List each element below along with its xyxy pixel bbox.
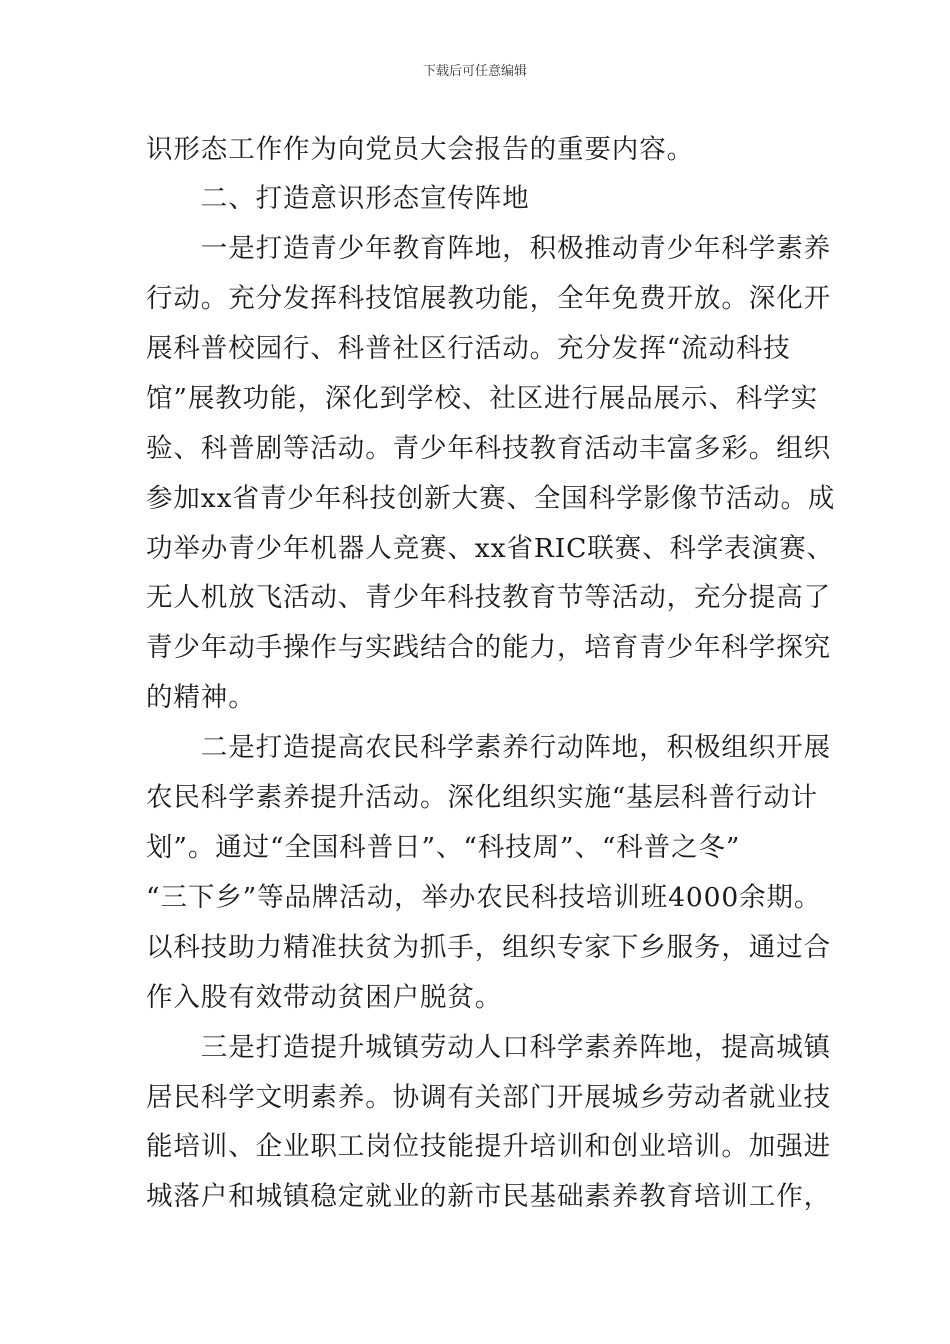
text-line: 作入股有效带动贫困户脱贫。 <box>146 982 503 1013</box>
text-line: 的精神。 <box>146 682 256 713</box>
section-heading: 二、打造意识形态宣传阵地 <box>146 183 530 214</box>
text-line: 验、科普剧等活动。青少年科技教育活动丰富多彩。组织 <box>146 433 831 464</box>
text-line: 功举办青少年机器人竞赛、xx省RIC联赛、科学表演赛、 <box>146 533 834 564</box>
text-line: 划”。通过“全国科普日”、“科技周”、“科普之冬” <box>146 832 741 863</box>
text-line: 以科技助力精准扶贫为抓手，组织专家下乡服务，通过合 <box>146 932 831 963</box>
text-line: 三是打造提升城镇劳动人口科学素养阵地，提高城镇 <box>146 1032 831 1063</box>
text-line: 农民科学素养提升活动。深化组织实施“基层科普行动计 <box>146 782 819 813</box>
text-line: 一是打造青少年教育阵地，积极推动青少年科学素养 <box>146 233 831 264</box>
text-line: 参加xx省青少年科技创新大赛、全国科学影像节活动。成 <box>146 483 836 514</box>
text-line: 青少年动手操作与实践结合的能力，培育青少年科学探究 <box>146 632 831 663</box>
text-line: 城落户和城镇稳定就业的新市民基础素养教育培训工作， <box>146 1181 831 1212</box>
text-line: 二是打造提高农民科学素养行动阵地，积极组织开展 <box>146 732 831 763</box>
text-line: 能培训、企业职工岗位技能提升培训和创业培训。加强进 <box>146 1131 831 1162</box>
text-line: 展科普校园行、科普社区行活动。充分发挥“流动科技 <box>146 333 791 364</box>
text-line: 无人机放飞活动、青少年科技教育节等活动，充分提高了 <box>146 582 831 613</box>
text-line: “三下乡”等品牌活动，举办农民科技培训班4000余期。 <box>146 882 822 913</box>
text-line: 居民科学文明素养。协调有关部门开展城乡劳动者就业技 <box>146 1082 831 1113</box>
text-line: 馆”展教功能，深化到学校、社区进行展品展示、科学实 <box>146 383 819 414</box>
text-line: 行动。充分发挥科技馆展教功能，全年免费开放。深化开 <box>146 283 831 314</box>
text-line: 识形态工作作为向党员大会报告的重要内容。 <box>146 134 694 165</box>
page-header: 下载后可任意编辑 <box>422 64 527 79</box>
